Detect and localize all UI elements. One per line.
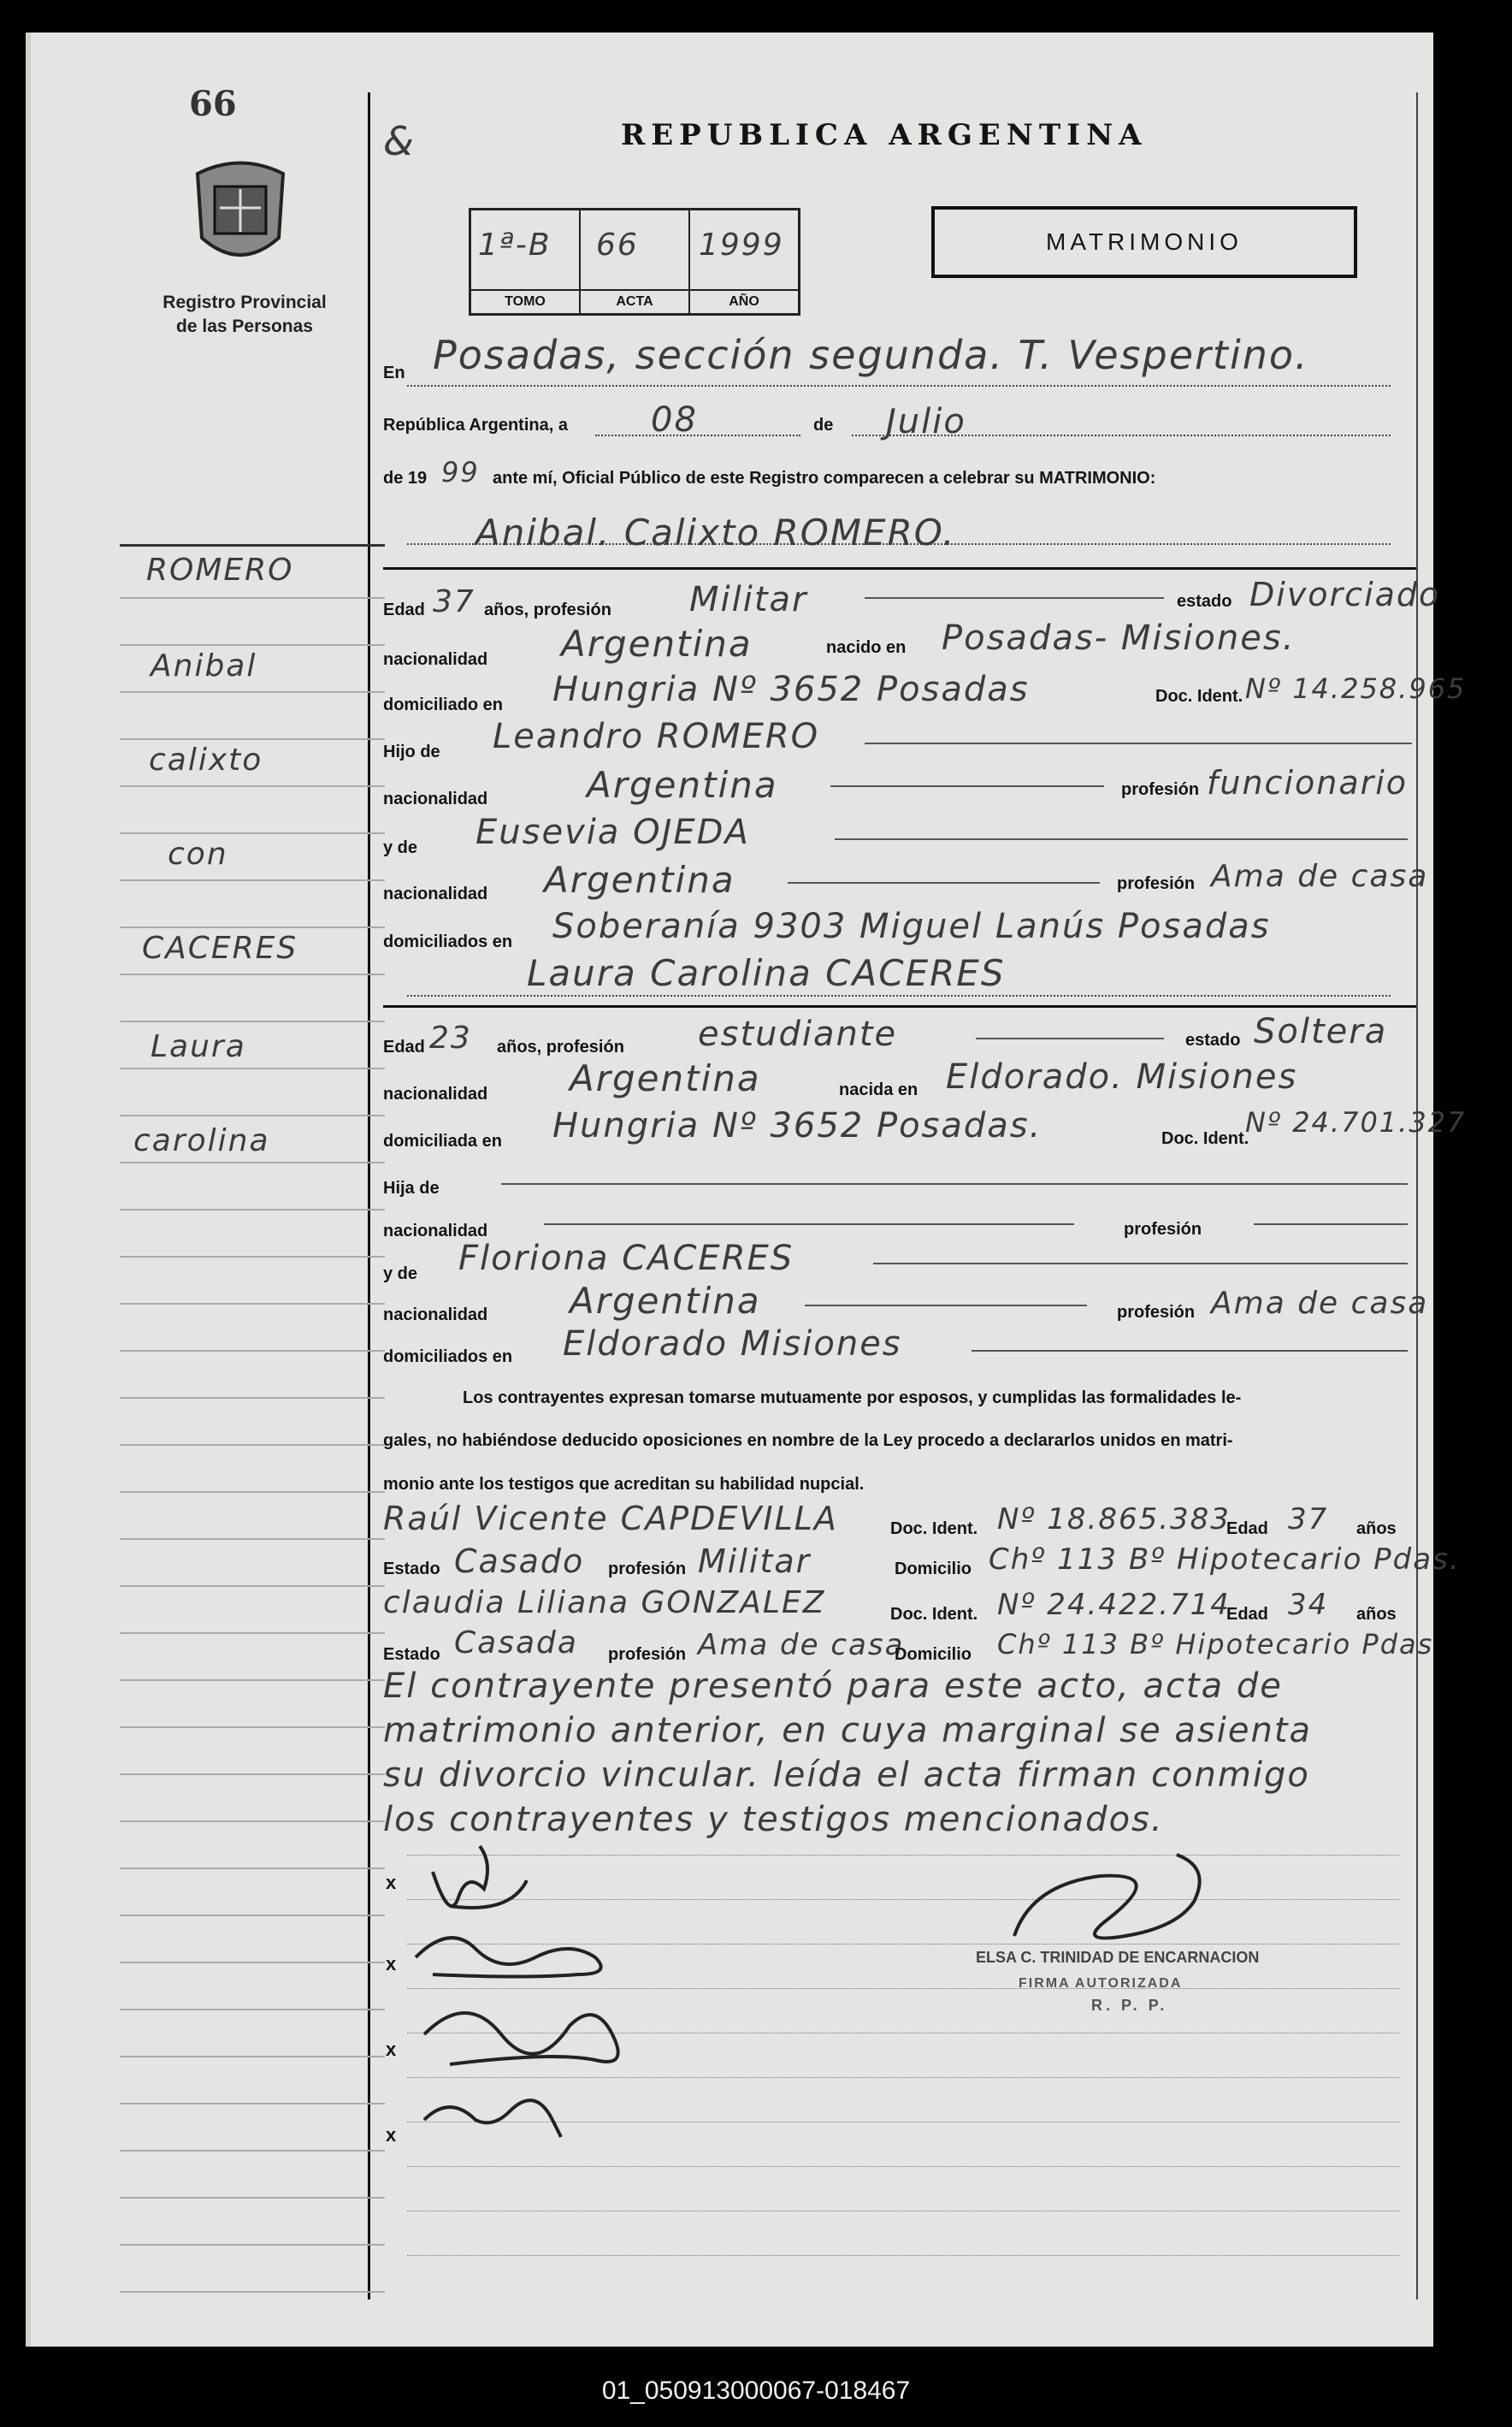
bride-mother-profession: Ama de casa: [1211, 1286, 1429, 1321]
declaration-line-3: monio ante los testigos que acreditan su habilidad nupcial.: [383, 1475, 865, 1494]
groom-profession: Militar: [689, 580, 808, 619]
ano-cell: [690, 210, 798, 313]
groom-parents-dom-label: domiciliados en: [383, 932, 513, 951]
left-ruled-line: [120, 2103, 385, 2104]
republica-label: República Argentina, a: [383, 416, 568, 435]
coat-of-arms-emblem: [189, 157, 292, 272]
rule-bride-father-prof: [1254, 1223, 1408, 1225]
witness2-years: años: [1356, 1605, 1397, 1624]
left-ruled-line: [120, 1350, 385, 1352]
left-ruled-line: [120, 1726, 385, 1728]
left-ruled-line: [120, 2244, 385, 2246]
left-ruled-line: [120, 1491, 385, 1493]
left-ruled-line: [120, 1679, 385, 1681]
bride-domicile: Hungria Nº 3652 Posadas.: [552, 1106, 1042, 1145]
groom-born: Posadas- Misiones.: [942, 619, 1296, 658]
witness2-dom-label: Domicilio: [895, 1645, 972, 1664]
witness1-prof-label: profesión: [608, 1560, 687, 1578]
witness2-estado-label: Estado: [383, 1645, 440, 1664]
day-value: 08: [651, 400, 698, 440]
groom-age-label: Edad: [383, 601, 425, 619]
acta-cell: [581, 210, 690, 313]
bride-hija-label: Hija de: [383, 1179, 440, 1198]
left-surname-groom: ROMERO: [146, 553, 294, 588]
declaration-line-1: Los contrayentes expresan tomarse mutuamente por esposos, y cumplidas las formalidades le-: [463, 1388, 1242, 1407]
left-name-bride-2: carolina: [133, 1123, 270, 1158]
left-ruled-line: [120, 1397, 385, 1399]
left-ruled-line: [120, 785, 385, 787]
bride-doc: Nº 24.701.327: [1245, 1106, 1467, 1139]
bride-mother: Floriona CACERES: [458, 1239, 794, 1278]
witness1-dom-label: Domicilio: [895, 1560, 972, 1578]
left-ruled-line: [120, 1256, 385, 1258]
groom-years-prof-label: años, profesión: [484, 601, 611, 619]
signature-mark-1: x: [386, 1872, 397, 1893]
year-suffix: 99: [441, 456, 480, 488]
left-ruled-line: [120, 1962, 385, 1963]
bride-profession: estudiante: [698, 1015, 898, 1054]
note-line-1: El contrayente presentó para este acto, acta de: [383, 1666, 1283, 1706]
rule-day: [595, 435, 800, 436]
groom-father-profession: funcionario: [1207, 764, 1409, 802]
note-line-2: matrimonio anterior, en cuya marginal se asienta: [383, 1711, 1313, 1750]
bride-parents-domicile: Eldorado Misiones: [563, 1324, 902, 1364]
bride-estado-label: estado: [1185, 1031, 1241, 1050]
left-ruled-line: [120, 738, 385, 740]
rule-groom-mother: [835, 838, 1408, 840]
witness2-estado: Casada: [454, 1625, 578, 1660]
left-ruled-line: [120, 1068, 385, 1069]
bride-father-nat-label: nacionalidad: [383, 1222, 488, 1240]
witness1-doc-label: Doc. Ident.: [890, 1519, 978, 1538]
left-ruled-line: [120, 644, 385, 646]
left-ruled-line: [120, 1303, 385, 1305]
place-value: Posadas, sección segunda. T. Vespertino.: [433, 332, 1309, 378]
groom-mother-nationality: Argentina: [544, 859, 735, 901]
left-ruled-line: [120, 926, 385, 928]
signature-mark-4: x: [386, 2124, 397, 2146]
left-ruled-line: [120, 2197, 385, 2199]
declaration-line-2: gales, no habiéndose deducido oposiciones en nombre de la Ley procedo a declararlos unidos en matri-: [383, 1431, 1233, 1450]
witness1-name: Raúl Vicente CAPDEVILLA: [383, 1500, 838, 1537]
acta-label: ACTA: [581, 289, 688, 313]
bride-father-prof-label: profesión: [1124, 1220, 1202, 1239]
bride-mother-nationality: Argentina: [570, 1280, 761, 1322]
stamp-line-1: ELSA C. TRINIDAD DE ENCARNACION: [976, 1949, 1260, 1966]
signature-mark-3: x: [386, 2039, 397, 2060]
left-name-groom-2: calixto: [149, 743, 263, 778]
registry-name: [159, 291, 330, 339]
month-value: Julio: [886, 402, 966, 441]
left-ruled-line: [120, 1115, 385, 1116]
groom-nationality: Argentina: [561, 623, 753, 665]
groom-born-label: nacido en: [826, 638, 907, 657]
left-ruled-line: [120, 691, 385, 693]
tomo-cell: [471, 210, 581, 313]
left-ruled-line: [120, 2150, 385, 2152]
bride-mother-prof-label: profesión: [1117, 1303, 1196, 1322]
witness1-profession: Militar: [698, 1542, 812, 1580]
stamp-line-2: FIRMA AUTORIZADA: [1019, 1976, 1183, 1991]
rule-groom-mother-nat: [788, 882, 1100, 884]
section-divider-groom: [383, 567, 1416, 570]
groom-father-nat-label: nacionalidad: [383, 790, 488, 808]
witness1-domicile: Chº 113 Bº Hipotecario Pdas.: [989, 1542, 1461, 1577]
right-margin-line: [1416, 92, 1418, 2300]
left-name-groom-1: Anibal: [151, 648, 257, 684]
left-ruled-line: [120, 1868, 385, 1869]
bride-nationality: Argentina: [570, 1057, 761, 1099]
groom-estado-label: estado: [1177, 592, 1232, 611]
left-rule: [120, 544, 385, 547]
en-label: En: [383, 364, 405, 382]
groom-domicile: Hungria Nº 3652 Posadas: [552, 670, 1030, 709]
signature-mark-2: x: [386, 1953, 397, 1974]
left-ruled-line: [120, 1162, 385, 1163]
groom-mother-nat-label: nacionalidad: [383, 885, 488, 903]
left-ruled-line: [120, 1632, 385, 1634]
bride-age-label: Edad: [383, 1038, 425, 1057]
bride-doc-label: Doc. Ident.: [1161, 1129, 1249, 1148]
bride-full-name: Laura Carolina CACERES: [527, 952, 1006, 994]
bride-age: 23: [429, 1021, 472, 1056]
rule-groom-father-nat: [830, 785, 1104, 787]
left-name-bride-1: Laura: [151, 1029, 246, 1064]
handwritten-initials: &: [383, 118, 416, 164]
archive-reference: 01_050913000067-018467: [601, 2377, 911, 2405]
rule-bride-prof: [976, 1038, 1164, 1039]
bride-parents-dom-label: domiciliados en: [383, 1347, 513, 1366]
rule-bride-father-nat: [544, 1223, 1074, 1225]
page-number: 66: [189, 84, 237, 124]
rule-bride-father: [501, 1183, 1408, 1185]
witness1-estado: Casado: [454, 1542, 585, 1580]
party-signatures: [399, 1829, 672, 2171]
rule-bride-parents-dom: [972, 1350, 1408, 1352]
witness2-domicile: Chº 113 Bº Hipotecario Pdas: [997, 1628, 1434, 1660]
registry-line-1: Registro Provincial: [162, 293, 327, 312]
official-signature: [997, 1850, 1254, 1962]
witness2-doc-label: Doc. Ident.: [890, 1605, 978, 1624]
left-ruled-line: [120, 1820, 385, 1822]
rule-bride-mother: [873, 1263, 1408, 1264]
witness1-years: años: [1356, 1519, 1397, 1538]
bride-estado: Soltera: [1254, 1012, 1388, 1051]
groom-hijo-label: Hijo de: [383, 743, 440, 761]
witness1-doc: Nº 18.865.383: [997, 1502, 1231, 1536]
groom-age: 37: [433, 584, 475, 619]
witness2-doc: Nº 24.422.714: [997, 1588, 1231, 1622]
witness2-name: claudia Liliana GONZALEZ: [383, 1585, 826, 1620]
reference-box: [469, 208, 800, 316]
witness2-profession: Ama de casa: [698, 1628, 905, 1662]
groom-estado: Divorciado: [1249, 576, 1441, 613]
ano-label: AÑO: [690, 289, 798, 313]
groom-mother-prof-label: profesión: [1117, 874, 1196, 893]
left-ruled-line: [120, 1209, 385, 1211]
bride-dom-label: domiciliada en: [383, 1132, 502, 1151]
acta-value: 66: [596, 228, 639, 263]
bride-mother-nat-label: nacionalidad: [383, 1305, 488, 1324]
witness2-prof-label: profesión: [608, 1645, 687, 1664]
rule-place: [407, 385, 1391, 387]
witness2-age-label: Edad: [1226, 1605, 1268, 1624]
de-label: de: [813, 416, 834, 435]
bride-born: Eldorado. Misiones: [946, 1057, 1298, 1097]
left-ruled-line: [120, 1021, 385, 1022]
section-divider-bride: [383, 1005, 1416, 1008]
groom-doc-label: Doc. Ident.: [1155, 687, 1243, 706]
groom-nat-label: nacionalidad: [383, 650, 488, 669]
witness1-age: 37: [1288, 1502, 1329, 1536]
left-ruled-line: [120, 1444, 385, 1446]
column-divider: [368, 92, 370, 2300]
groom-mother-profession: Ama de casa: [1211, 859, 1429, 894]
left-ruled-line: [120, 1585, 385, 1587]
left-ruled-line: [120, 974, 385, 975]
groom-father-prof-label: profesión: [1121, 780, 1200, 799]
groom-doc: Nº 14.258.965: [1245, 672, 1467, 705]
witness2-age: 34: [1288, 1588, 1329, 1622]
rule-groom-father: [865, 743, 1412, 744]
groom-mother: Eusevia OJEDA: [475, 813, 750, 852]
bride-born-label: nacida en: [839, 1080, 918, 1099]
register-page: [26, 33, 1467, 2347]
bride-yde-label: y de: [383, 1264, 418, 1283]
main-ruled-line: [407, 2255, 1399, 2256]
bride-years-prof-label: años, profesión: [497, 1038, 624, 1057]
witness1-estado-label: Estado: [383, 1560, 440, 1578]
stamp-line-3: R. P. P.: [1091, 1997, 1168, 2014]
year-prefix: de 19: [383, 469, 428, 488]
left-ruled-line: [120, 2009, 385, 2010]
groom-full-name: Anibal. Calixto ROMERO.: [475, 512, 956, 553]
country-title: REPUBLICA ARGENTINA: [621, 118, 1148, 152]
rule-bride-name: [407, 995, 1391, 997]
witness1-age-label: Edad: [1226, 1519, 1268, 1538]
tomo-label: TOMO: [471, 289, 579, 313]
registry-line-2: de las Personas: [176, 317, 313, 336]
bride-nat-label: nacionalidad: [383, 1085, 488, 1104]
left-ruled-line: [120, 1538, 385, 1540]
left-ruled-line: [120, 597, 385, 599]
groom-father: Leandro ROMERO: [493, 717, 820, 756]
left-conjunction: con: [168, 837, 228, 872]
groom-dom-label: domiciliado en: [383, 696, 504, 714]
statement: ante mí, Oficial Público de este Registro comparecen a celebrar su MATRIMONIO:: [493, 469, 1156, 488]
note-line-3: su divorcio vincular. leída el acta firman conmigo: [383, 1755, 1310, 1795]
groom-parents-domicile: Soberanía 9303 Miguel Lanús Posadas: [552, 907, 1271, 946]
left-ruled-line: [120, 1915, 385, 1916]
left-ruled-line: [120, 2056, 385, 2057]
ano-value: 1999: [699, 228, 784, 263]
note-line-4: los contrayentes y testigos mencionados.: [383, 1800, 1164, 1839]
groom-yde-label: y de: [383, 838, 418, 857]
left-ruled-line: [120, 879, 385, 881]
rule-bride-mother-nat: [805, 1305, 1087, 1306]
tomo-value: 1ª-B: [478, 228, 552, 263]
left-ruled-line: [120, 2291, 385, 2293]
groom-father-nationality: Argentina: [587, 764, 778, 806]
rule-groom-prof: [865, 597, 1164, 599]
matrimonio-title: MATRIMONIO: [931, 206, 1357, 278]
left-surname-bride: CACERES: [142, 931, 298, 966]
left-ruled-line: [120, 832, 385, 834]
left-ruled-line: [120, 1773, 385, 1775]
